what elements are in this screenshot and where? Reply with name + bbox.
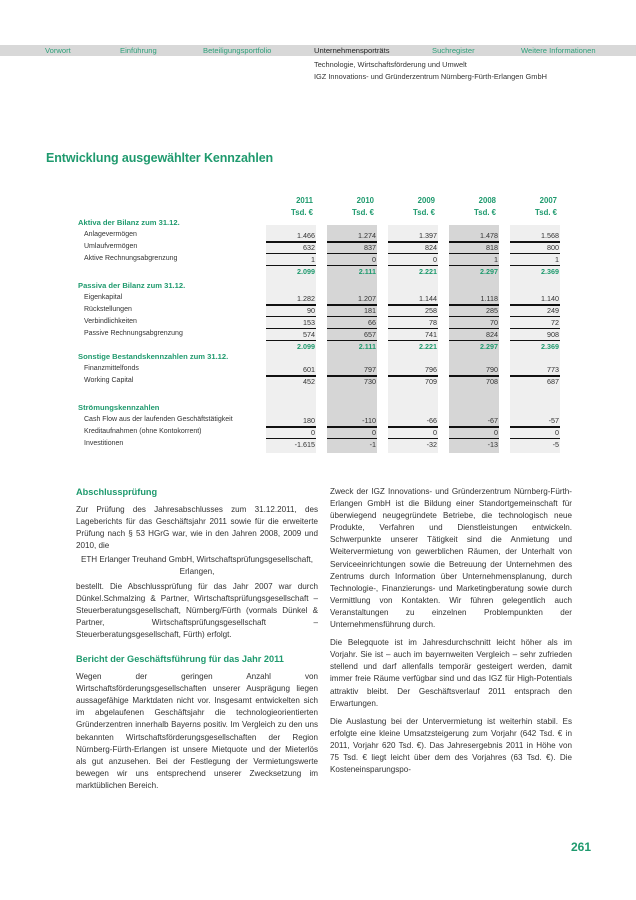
table-cell: 837 [364,243,376,253]
row-label: Working Capital [84,377,134,385]
table-cell: 0 [372,254,376,264]
table-cell: -13 [487,439,498,449]
total-cell: 2.099 [297,266,315,276]
table-cell: 1.397 [419,231,437,241]
column-header-unit: Tsd. € [474,208,496,217]
table-cell: 1.478 [480,231,498,241]
table-cell: 0 [372,428,376,438]
column-header-unit: Tsd. € [413,208,435,217]
table-cell: 1.118 [480,294,498,304]
paragraph: Die Auslastung bei der Untervermietung ist weiterhin stabil. Es erfolgte eine kleine Umsatzsteigerung zum Vorjahr (642 Tsd. € in 2011, Vorjahr 620 Tsd. €). Das Jahresergebnis 2011 in Höhe von 75 Tsd. € liegt leicht über dem des Vorjahres (63 Tsd. €). Die Kosteneinsparungspo- [330,716,572,775]
table-cell: 601 [303,365,315,375]
table-cell: 908 [547,329,559,339]
nav-suchregister[interactable]: Suchregister [432,46,475,55]
table-cell: 741 [425,329,437,339]
column-header-year: 2009 [417,196,435,205]
table-cell: 249 [547,306,559,316]
paragraph: bestellt. Die Abschlussprüfung für das Jahr 2007 war durch Dünkel.Schmalzing & Partner, Wirtschaftsprüfungsgesellschaft – Steuerberatungsgesellschaft, Nürnberg/Fürth (vormals Dünkel & Partner, Wirtschaftsprüfungsgesellschaft – Steuerberatungsgesellschaft, Fürth) erfolgt. [76,581,318,639]
table-cell: 574 [303,329,315,339]
table-cell: 1.144 [419,294,437,304]
paragraph: Zur Prüfung des Jahresabschlusses zum 31.12.2011, des Lageberichts für das Geschäftsjahr 2011 sowie für die erweiterte Prüfung nach § 53 HGrG war, wie in den Jahren 2008, 2009 und 2010, die [76,505,318,551]
column-header-unit: Tsd. € [291,208,313,217]
table-cell: 72 [551,317,559,327]
nav-weitere-informationen[interactable]: Weitere Informationen [521,46,596,55]
total-cell: 2.111 [358,266,376,276]
table-cell: 800 [547,243,559,253]
table-cell: 1.466 [297,231,315,241]
table-cell: 0 [433,254,437,264]
group-label: Passiva der Bilanz zum 31.12. [78,281,186,290]
table-cell: 90 [307,306,315,316]
table-cell: -1.615 [294,439,315,449]
table-cell: 818 [486,243,498,253]
table-cell: -1 [369,439,376,449]
table-cell: -110 [362,416,376,426]
right-text-column [330,486,572,782]
total-cell: 2.111 [358,341,376,351]
table-cell: 285 [486,306,498,316]
row-label: Cash Flow aus der laufenden Geschäftstätigkeit [84,416,233,424]
paragraph: Die Belegquote ist im Jahresdurchschnitt leicht höher als im Vorjahr. Sie ist – auch im bayernweiten Vergleich – sehr zufrieden stellend und darf allenfalls temporär gesteigert werden, damit immer freie Räume verfügbar sind und das IGZ für High-Potentials attraktiv bleibt. Der Geschäftsverlauf 2011 entsprach den Erwartungen. [330,638,572,708]
table-cell: -5 [552,439,559,449]
group-label: Strömungskennzahlen [78,403,160,412]
section-title: Entwicklung ausgewählter Kennzahlen [46,151,274,165]
table-cell: 0 [555,428,559,438]
table-cell: -57 [548,416,559,426]
total-cell: 2.297 [480,341,498,351]
table-cell: 452 [303,377,315,387]
table-cell: -32 [426,439,437,449]
group-label: Aktiva der Bilanz zum 31.12. [78,218,180,227]
table-cell: 1.140 [541,294,559,304]
left-text-column [76,486,318,798]
paragraph: Wegen der geringen Anzahl von Wirtschaftsförderungsgesellschaften unserer Ausprägung liegen aussagefähige Marktdaten nicht vor. Insgesamt entwickelten sich im abgelaufenen Geschäftsjahr die technologieorientierten Gründerzentren innerhalb Bayerns positiv. Im Vergleich zu den uns bekannten Wirtschaftsförderungsgesellschaften der Region Nürnberg-Fürth-Erlangen ist unsere Mietquote und der Mieterlös als gut anzusehen. Bei der Festlegung der Vermietungswerte bewegen wir uns entsprechend unserer Zwecksetzung im marktüblichen Bereich. [76,672,318,790]
table-cell: 796 [425,365,437,375]
table-cell: 709 [425,377,437,387]
table-cell: 1 [494,254,498,264]
table-cell: 632 [303,243,315,253]
table-cell: 708 [486,377,498,387]
table-cell: 258 [425,306,437,316]
table-cell: 1.207 [358,294,376,304]
nav-einfuehrung[interactable]: Einführung [120,46,157,55]
table-cell: 730 [364,377,376,387]
table-cell: 0 [494,428,498,438]
nav-unternehmensportraets[interactable]: Unternehmensporträts [314,46,390,55]
table-cell: 1 [555,254,559,264]
column-header-unit: Tsd. € [352,208,374,217]
total-cell: 2.099 [297,341,315,351]
table-cell: 1.274 [358,231,376,241]
row-label: Eigenkapital [84,294,123,302]
total-cell: 2.221 [419,341,437,351]
row-label: Verbindlichkeiten [84,317,137,325]
subheader-company: IGZ Innovations- und Gründerzentrum Nürnberg-Fürth-Erlangen GmbH [314,72,547,81]
row-label: Anlagevermögen [84,231,137,239]
row-label: Aktive Rechnungsabgrenzung [84,254,178,262]
nav-beteiligungsportfolio[interactable]: Beteiligungsportfolio [203,46,272,55]
table-cell: 0 [433,428,437,438]
table-cell: 657 [364,329,376,339]
subheader-category: Technologie, Wirtschaftsförderung und Umwelt [314,60,467,69]
total-cell: 2.221 [419,266,437,276]
table-cell: 1 [311,254,315,264]
row-label: Umlaufvermögen [84,243,138,251]
row-label: Finanzmittelfonds [84,365,139,373]
column-header-unit: Tsd. € [535,208,557,217]
column-header-year: 2011 [296,196,313,205]
table-cell: 773 [547,365,559,375]
row-label: Investitionen [84,439,124,447]
group-label: Sonstige Bestandskennzahlen zum 31.12. [78,352,229,361]
table-cell: -67 [487,416,498,426]
table-cell: 66 [368,317,376,327]
table-cell: 1.568 [541,231,559,241]
paragraph: Zweck der IGZ Innovations- und Gründerzentrum Nürnberg-Fürth-Erlangen GmbH ist die Bildung einer Standortgemeinschaft für überwiegend neugegründete Betriebe, die technologisch neue Produkte, Verfahren und Dienstleistungen entwickeln. Schwerpunkte unserer Tätigkeit sind die Anmietung und Weitervermietung von gewerblichen Räumen, der Unterhalt von Serviceeinrichtungen sowie die Betreuung der Unternehmen des Zentrums durch Information über Unternehmensplanung, durch Technologie-, Finanzierungs- und Marketingberatung sowie durch Vermittlung von Kontakten. Wir führen gelegentlich auch Veranstaltungen zu einzelnen Problempunkten der Unternehmensführung durch. [330,487,572,630]
table-cell: 70 [490,317,498,327]
column-header-year: 2008 [478,196,496,205]
auditor-name: ETH Erlanger Treuhand GmbH, Wirtschaftsprüfungsgesellschaft, Erlangen, [80,555,314,577]
table-cell: 824 [486,329,498,339]
column-header-year: 2007 [539,196,557,205]
table-cell: 180 [303,416,315,426]
row-label: Passive Rechnungsabgrenzung [84,329,183,337]
table-cell: 78 [429,317,437,327]
page-number: 261 [571,840,592,854]
table-cell: 1.282 [297,294,315,304]
total-cell: 2.297 [480,266,498,276]
table-cell: 790 [486,365,498,375]
table-cell: 0 [311,428,315,438]
heading-bericht-geschaeftsfuehrung: Bericht der Geschäftsführung für das Jahr 2011 [76,654,284,665]
heading-abschlusspruefung: Abschlussprüfung [76,487,158,497]
table-cell: 824 [425,243,437,253]
total-cell: 2.369 [541,341,559,351]
total-cell: 2.369 [541,266,559,276]
nav-vorwort[interactable]: Vorwort [45,46,71,55]
column-header-year: 2010 [356,196,374,205]
table-cell: 153 [303,317,315,327]
table-cell: 181 [364,306,376,316]
table-cell: -66 [426,416,437,426]
row-label: Kreditaufnahmen (ohne Kontokorrent) [84,428,202,436]
table-cell: 797 [364,365,376,375]
table-cell: 687 [547,377,559,387]
row-label: Rückstellungen [84,306,132,314]
